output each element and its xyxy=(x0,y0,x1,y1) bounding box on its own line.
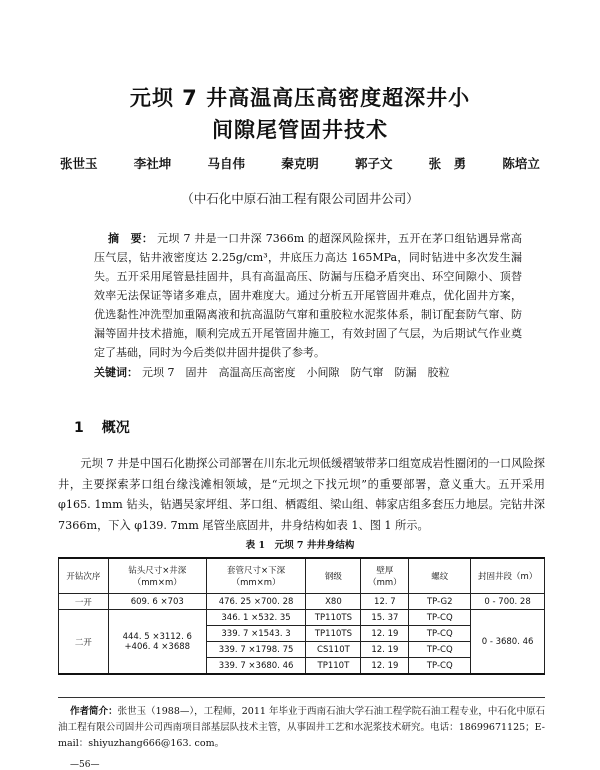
table-cell: 339. 7 ×1543. 3 xyxy=(206,626,306,642)
table-cell: 339. 7 ×3680. 46 xyxy=(206,658,306,675)
page-number: —56— xyxy=(70,760,100,770)
footnote-divider xyxy=(58,697,545,698)
table-cell: TP-CQ xyxy=(409,658,471,675)
casing-program-table xyxy=(58,557,545,675)
author-footnote xyxy=(58,704,545,752)
table-cell: TP110T xyxy=(306,658,361,675)
table-cell: TP-CQ xyxy=(409,642,471,658)
table-header: 钢级 xyxy=(306,558,361,594)
table-cell: X80 xyxy=(306,594,361,610)
table-cell: 339. 7 ×1798. 75 xyxy=(206,642,306,658)
body-paragraph: 元坝 7 井是中国石化勘探公司部署在川东北元坝低缓褶皱带茅口组宽成岩性圈闭的一口风险探井，主要探索茅口组台缘浅滩相领域，是“元坝之下找元坝”的重要部署，意义重大。五开采用 φ165. 1mm 钻头，钻遇吴家坪组、茅口组、栖霞组、梁山组、韩家店组多套压力地层。完钻井深 7366m，下入 φ139. 7mm 尾管坐底固井，井身结构如表 1、图 1 所示。 xyxy=(58,457,545,532)
table-cell: 12. 19 xyxy=(361,642,409,658)
table-cell: 476. 25 ×700. 28 xyxy=(206,594,306,610)
author: 李社坤 xyxy=(133,156,172,171)
table-cell: CS110T xyxy=(306,642,361,658)
affiliation: （中石化中原石油工程有限公司固井公司） xyxy=(181,191,419,206)
abstract-text: 元坝 7 井是一口井深 7366m 的超深风险探井，五开在茅口组钻遇异常高压气层，钻井液密度达 2.25g/cm³，井底压力高达 165MPa，同时钻进中多次发生漏失。五开采用尾管悬挂固井，具有高温高压、防漏与压稳矛盾突出、环空间隙小、顶替效率无法保证等诸多难点，固井难度大。通过分析五开尾管固井难点，优化固井方案，优选黏性冲洗型加重隔离液和抗高温防气窜和重胶粒水泥浆体系，制订配套防气窜、防漏等固井技术措施，顺利完成五开尾管固井施工，有效封固了气层，为后期试气作业奠定了基础，同时为今后类似井固井提供了参考。 xyxy=(94,232,522,359)
keywords xyxy=(94,364,522,380)
author: 马自伟 xyxy=(207,156,245,171)
keywords-text: 元坝 7 固井 高温高压高密度 小间隙 防气窜 防漏 胶粒 xyxy=(142,366,450,379)
table-header: 螺纹 xyxy=(409,558,471,594)
table-header: 封固井段（m） xyxy=(471,558,545,594)
table-cell: 12. 19 xyxy=(361,658,409,675)
keywords-label: 关键词： xyxy=(94,366,138,379)
author: 秦克明 xyxy=(281,156,319,171)
footnote-text: 张世玉（1988—），工程师，2011 年毕业于西南石油大学石油工程学院石油工程专业，中石化中原石油工程有限公司固井公司西南项目部基层队技术主管，从事固井工艺和水泥浆技术研究。电话：18699671125；E-mail：shiyuzhang666@163. com。 xyxy=(58,706,545,749)
table-cell: 15. 37 xyxy=(361,610,409,626)
footnote-label: 作者简介： xyxy=(70,706,118,717)
table-cell: TP-CQ xyxy=(409,610,471,626)
table-cell: TP-G2 xyxy=(409,594,471,610)
table-cell: 0 - 3680. 46 xyxy=(471,610,545,675)
table-header: 开钻次序 xyxy=(59,558,109,594)
author: 陈培立 xyxy=(502,156,540,171)
table-header-row xyxy=(59,558,545,594)
author-list xyxy=(60,154,540,172)
author: 张 勇 xyxy=(428,156,467,171)
table-cell: 609. 6 ×703 xyxy=(108,594,206,610)
table-cell: 二开 xyxy=(59,610,109,675)
table-row xyxy=(59,594,545,610)
table-cell xyxy=(108,610,206,675)
author: 张世玉 xyxy=(60,156,98,171)
section-heading xyxy=(74,417,148,437)
section-title: 概况 xyxy=(101,420,130,436)
section-number: 1 xyxy=(74,420,84,436)
table-caption: 表 1 元坝 7 井井身结构 xyxy=(245,540,355,551)
table-cell: 一开 xyxy=(59,594,109,610)
table-header: 壁厚（mm） xyxy=(361,558,409,594)
abstract-label: 摘 要： xyxy=(108,232,154,245)
table-cell: TP110TS xyxy=(306,610,361,626)
table-cell: TP110TS xyxy=(306,626,361,642)
bit-line: +406. 4 ×3688 xyxy=(124,641,191,652)
author: 郭子文 xyxy=(354,156,393,171)
table-cell: 346. 1 ×532. 35 xyxy=(206,610,306,626)
title-line-1: 元坝 7 井高温高压高密度超深井小 xyxy=(129,86,471,110)
title-line-2: 间隙尾管固井技术 xyxy=(212,118,388,142)
table-header: 套管尺寸×下深（mm×m） xyxy=(206,558,306,594)
bit-line: 444. 5 ×3112. 6 xyxy=(122,631,192,642)
table-cell: 0 - 700. 28 xyxy=(471,594,545,610)
abstract xyxy=(94,229,522,362)
table-cell: 12. 7 xyxy=(361,594,409,610)
table-row xyxy=(59,610,545,626)
table-cell: TP-CQ xyxy=(409,626,471,642)
table-header: 钻头尺寸×井深（mm×m） xyxy=(108,558,206,594)
table-cell: 12. 19 xyxy=(361,626,409,642)
paper-title xyxy=(0,82,600,146)
